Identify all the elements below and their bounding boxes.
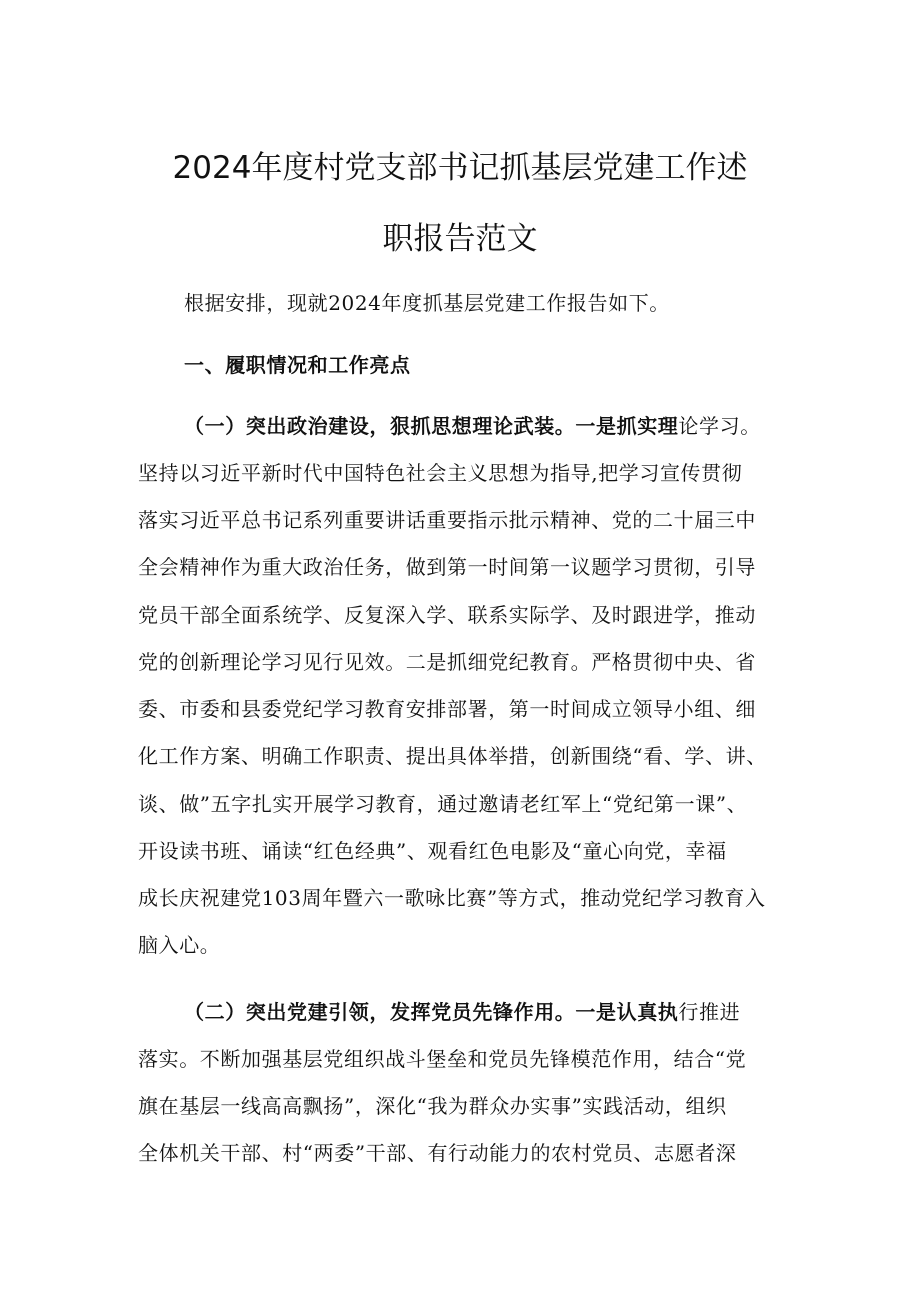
- paragraph-1-line: 化工作方案、明确工作职责、提出具体举措，创新围绕“看、学、讲、: [138, 744, 767, 768]
- document-title-line-1: 2024年度村党支部书记抓基层党建工作述: [172, 150, 748, 186]
- paragraph-1-lead: [184, 410, 761, 439]
- paragraph-1-line: 党员干部全面系统学、反复深入学、联系实际学、及时跟进学，推动: [138, 603, 756, 627]
- paragraph-1-line: 委、市委和县委党纪学习教育安排部署，第一时间成立领导小组、细: [138, 697, 756, 721]
- paragraph-1-line: 坚持以习近平新时代中国特色社会主义思想为指导,把学习宣传贯彻: [138, 461, 743, 485]
- paragraph-2-lead: [184, 996, 740, 1025]
- intro-text: 根据安排，现就2024年度抓基层党建工作报告如下。: [184, 291, 670, 315]
- paragraph-1-line: 落实习近平总书记系列重要讲话重要指示批示精神、党的二十届三中: [138, 508, 756, 532]
- section-1-heading: 一、履职情况和工作亮点: [184, 353, 411, 377]
- paragraph-2-lead-rest: 行推进: [678, 1000, 741, 1024]
- paragraph-2-line: 全体机关干部、村“两委”干部、有行动能力的农村党员、志愿者深: [138, 1141, 737, 1165]
- paragraph-2-lead-bold: （二）突出党建引领，发挥党员先锋作用。一是认真执: [184, 1000, 679, 1024]
- paragraph-1-line: 成长庆祝建党103周年暨六一歌咏比赛”等方式，推动党纪学习教育入: [138, 886, 766, 910]
- paragraph-1-line: 党的创新理论学习见行见效。二是抓细党纪教育。严格贯彻中央、省: [138, 650, 756, 674]
- paragraph-1-line: 谈、做”五字扎实开展学习教育，通过邀请老红军上“党纪第一课”、: [138, 792, 748, 816]
- paragraph-1-line: 脑入心。: [138, 933, 221, 957]
- paragraph-2-line: 落实。不断加强基层党组织战斗堡垒和党员先锋模范作用，结合“党: [138, 1047, 747, 1071]
- document-title-line-2: 职报告范文: [382, 221, 538, 257]
- paragraph-1-lead-rest: 论学习。: [678, 414, 761, 438]
- paragraph-2-line: 旗在基层一线高高飘扬”，深化“我为群众办实事”实践活动，组织: [138, 1094, 727, 1118]
- paragraph-1-line: 开设读书班、诵读“红色经典”、观看红色电影及“童心向党，幸福: [138, 839, 727, 863]
- paragraph-1-lead-bold: （一）突出政治建设，狠抓思想理论武装。一是抓实理: [184, 414, 679, 438]
- paragraph-1-line: 全会精神作为重大政治任务，做到第一时间第一议题学习贯彻，引导: [138, 555, 756, 579]
